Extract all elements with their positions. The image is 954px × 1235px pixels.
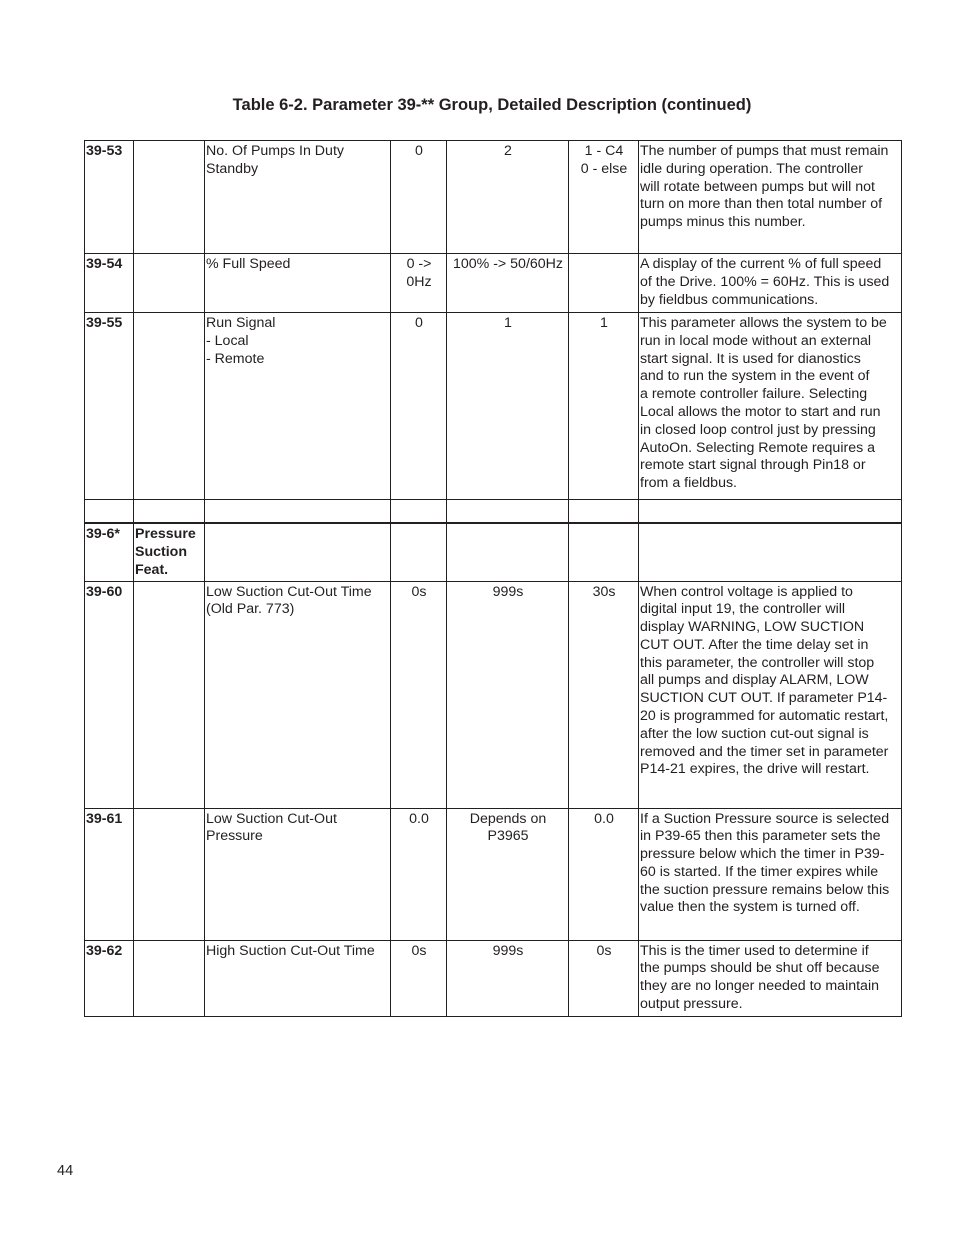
parameter-max: 1 (447, 313, 569, 500)
parameter-default (569, 500, 639, 524)
parameter-id: 39-54 (85, 254, 134, 313)
parameter-min: 0.0 (391, 808, 447, 940)
parameter-description: If a Suction Pressure source is selected in P39-65 then this parameter sets the pressure below which the timer in P39- 60 is started. If the timer expires while the suction pressure remains below this value then the system is turned off. (639, 808, 902, 940)
parameter-name (205, 500, 391, 524)
parameter-max: Depends on P3965 (447, 808, 569, 940)
parameter-min: 0 (391, 141, 447, 254)
parameter-id: 39-61 (85, 808, 134, 940)
parameter-max: 999s (447, 581, 569, 808)
parameter-description: The number of pumps that must remain idle during operation. The controller will rotate between pumps but will not turn on more than then total number of pumps minus this number. (639, 141, 902, 254)
parameter-id (85, 500, 134, 524)
parameter-id: 39-60 (85, 581, 134, 808)
table-row (85, 808, 902, 940)
parameter-min (391, 523, 447, 581)
parameter-default: 0s (569, 940, 639, 1016)
parameter-id: 39-53 (85, 141, 134, 254)
parameter-default: 1 (569, 313, 639, 500)
parameter-description: When control voltage is applied to digital input 19, the controller will display WARNING, LOW SUCTION CUT OUT. After the time delay set in this parameter, the controller will stop all pumps and display ALARM, LOW SUCTION CUT OUT. If parameter P14- 20 is programmed for automatic restart, after the low suction cut-out signal is removed and the timer set in parameter P14-21 expires, the drive will restart. (639, 581, 902, 808)
parameter-id: 39-6* (85, 523, 134, 581)
parameter-group (134, 500, 205, 524)
parameter-name: No. Of Pumps In Duty Standby (205, 141, 391, 254)
parameter-group (134, 141, 205, 254)
table-row (85, 313, 902, 500)
parameter-min (391, 500, 447, 524)
parameter-max: 2 (447, 141, 569, 254)
parameter-default: 30s (569, 581, 639, 808)
parameter-id: 39-55 (85, 313, 134, 500)
parameter-max: 100% -> 50/60Hz (447, 254, 569, 313)
parameter-min: 0 (391, 313, 447, 500)
table-row (85, 500, 902, 524)
table-row (85, 940, 902, 1016)
table-row (85, 523, 902, 581)
parameter-description: This is the timer used to determine if the pumps should be shut off because they are no longer needed to maintain output pressure. (639, 940, 902, 1016)
parameter-default (569, 523, 639, 581)
parameter-name: Low Suction Cut-Out Pressure (205, 808, 391, 940)
parameter-id: 39-62 (85, 940, 134, 1016)
parameter-name (205, 523, 391, 581)
parameter-group (134, 581, 205, 808)
parameter-max (447, 523, 569, 581)
parameter-group (134, 313, 205, 500)
parameter-description: This parameter allows the system to be run in local mode without an external start signal. It is used for dianostics and to run the system in the event of a remote controller failure. Selecting Local allows the motor to start and run in closed loop control just by pressing AutoOn. Selecting Remote requires a remote start signal through Pin18 or from a fieldbus. (639, 313, 902, 500)
table-row (85, 141, 902, 254)
parameter-group: Pressure Suction Feat. (134, 523, 205, 581)
parameter-min: 0s (391, 581, 447, 808)
parameter-group (134, 940, 205, 1016)
page-number: 44 (57, 1163, 74, 1179)
parameter-name: High Suction Cut-Out Time (205, 940, 391, 1016)
parameter-description (639, 523, 902, 581)
parameter-default: 0.0 (569, 808, 639, 940)
parameter-name: % Full Speed (205, 254, 391, 313)
parameter-description: A display of the current % of full speed of the Drive. 100% = 60Hz. This is used by fieldbus communications. (639, 254, 902, 313)
parameter-max: 999s (447, 940, 569, 1016)
parameter-table (84, 140, 902, 1017)
parameter-name: Run Signal - Local - Remote (205, 313, 391, 500)
parameter-max (447, 500, 569, 524)
parameter-default (569, 254, 639, 313)
table-row (85, 254, 902, 313)
parameter-min: 0s (391, 940, 447, 1016)
parameter-description (639, 500, 902, 524)
parameter-group (134, 808, 205, 940)
table-title: Table 6-2. Parameter 39-** Group, Detailed Description (continued) (232, 96, 752, 114)
table-row (85, 581, 902, 808)
parameter-group (134, 254, 205, 313)
parameter-default: 1 - C4 0 - else (569, 141, 639, 254)
parameter-min: 0 -> 0Hz (391, 254, 447, 313)
parameter-name: Low Suction Cut-Out Time (Old Par. 773) (205, 581, 391, 808)
